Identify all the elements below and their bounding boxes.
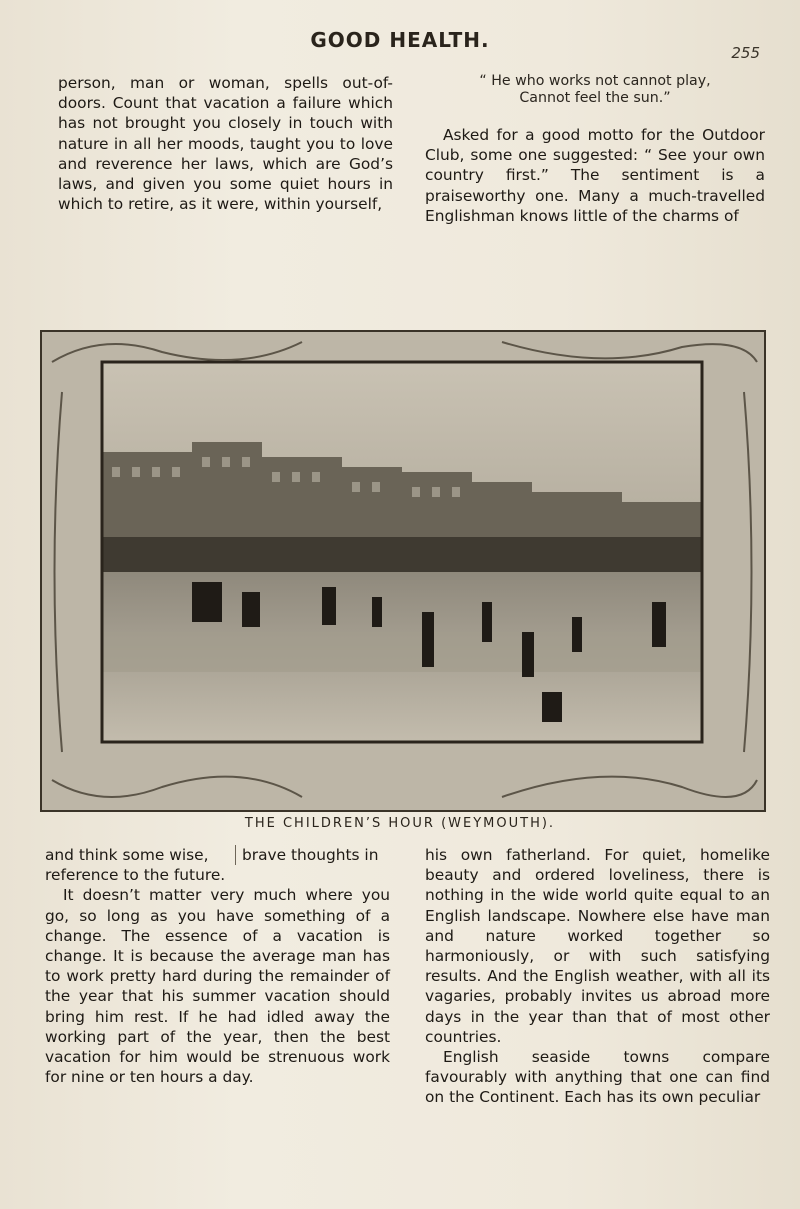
bottom-left-column — [45, 845, 390, 1087]
photo-weymouth-beach — [40, 330, 766, 812]
running-head: GOOD HEALTH. — [310, 28, 490, 52]
epigraph-quote — [425, 73, 765, 107]
crowd-on-promenade — [102, 537, 702, 577]
beach-photo-illustration — [42, 332, 764, 810]
top-left-column — [58, 73, 393, 214]
bottom-left-paragraph-2: It doesn’t matter very much where you go, so long as you have something of a change. The essence of a vacation is change. It is because the average man has to work pretty hard during the remainder of the year that his summer vacation should bring him rest. If he had idled away the working part of the year, then the best vacation for him would be strenuous work for nine or ten hours a day. — [45, 886, 390, 1087]
top-right-paragraph: Asked for a good motto for the Outdoor Club, some one suggested: “ See your own country first.” The sentiment is a praiseworthy one. Many a much-travelled Englishman knows little of the charms of — [425, 126, 765, 225]
top-left-paragraph: person, man or woman, spells out-of-doors. Count that vacation a failure which has not brought you closely in touch with nature in all her moods, taught you to love and reverence her laws, which are God’s laws, and given you some quiet hours in which to retire, as it were, within yourself, — [58, 74, 393, 214]
quote-line-1: “ He who works not cannot play, — [479, 73, 711, 89]
bottom-left-line-2: reference to the future. — [45, 866, 226, 885]
photo-caption: THE CHILDREN’S HOUR (WEYMOUTH). — [244, 816, 556, 831]
shoreline-water — [102, 632, 702, 672]
bottom-right-paragraph-2: English seaside towns compare favourably with anything that one can find on the Continent. Each has its own peculiar — [425, 1048, 770, 1107]
inset-box-text: brave thoughts in — [235, 845, 390, 865]
bottom-right-column — [425, 845, 770, 1108]
top-right-column — [425, 73, 765, 226]
page-number: 255 — [731, 44, 760, 62]
quote-line-2: Cannot feel the sun.” — [519, 90, 671, 106]
bottom-left-lead: and think some wise, — [45, 846, 209, 864]
bottom-left-paragraph-1 — [45, 845, 390, 885]
bottom-right-paragraph-1: his own fatherland. For quiet, homelike beauty and ordered loveliness, there is nothing in the wide world quite equal to an English landscape. Nowhere else have man and nature worked together so harmoniously, or with such satisfying results. And the English weather, with all its vagaries, probably invites us abroad more days in the year than that of most other countries. — [425, 846, 770, 1046]
